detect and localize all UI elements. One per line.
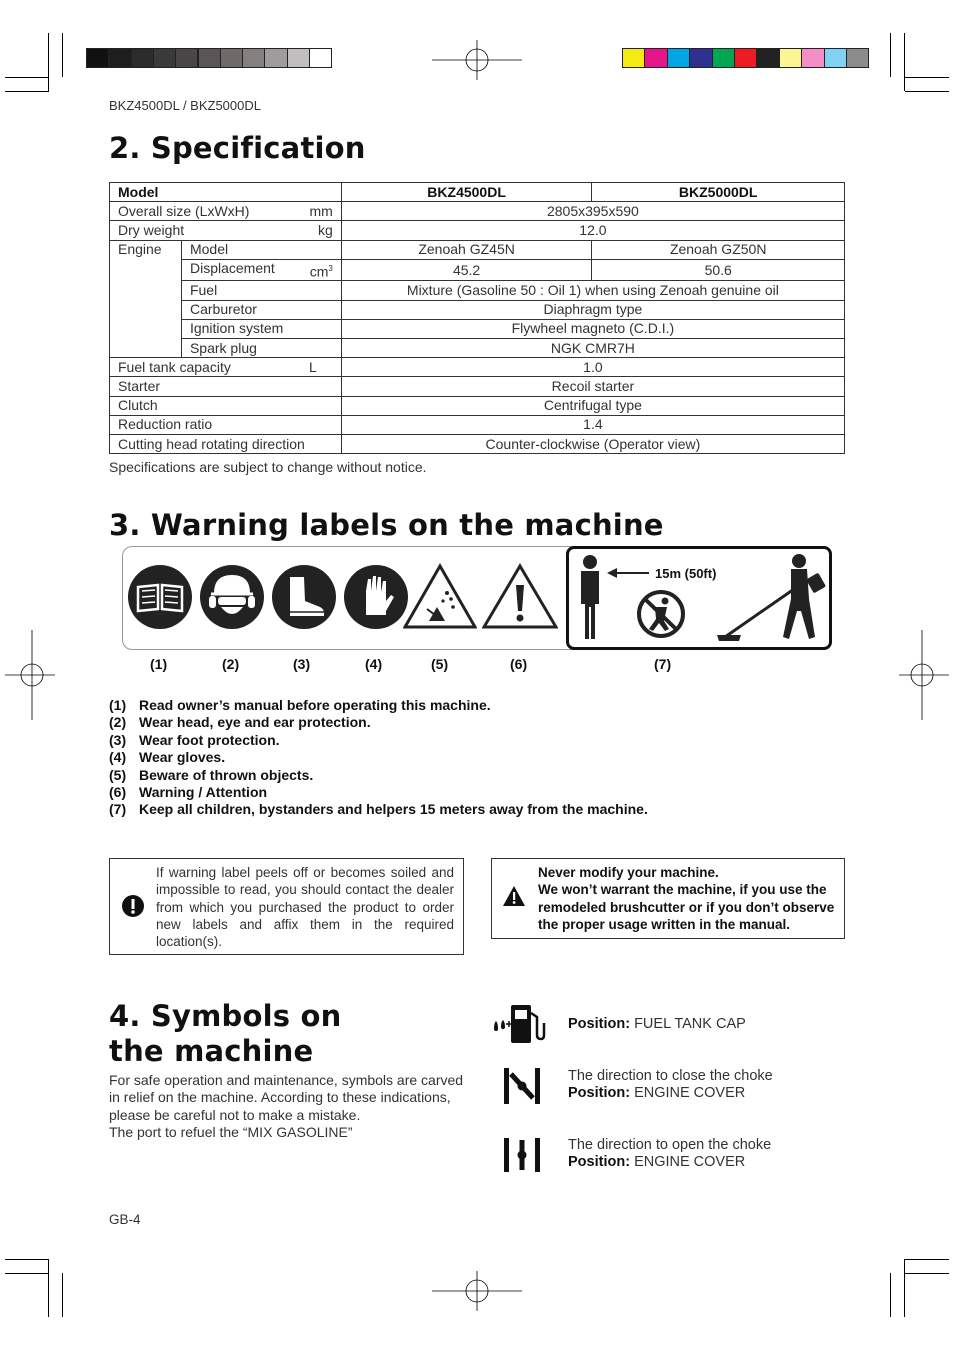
row-label: Starter [110, 377, 342, 396]
row-label: Carburetor [181, 300, 341, 319]
list-item-number: (2) [109, 714, 127, 731]
registration-mark-icon [5, 630, 55, 720]
color-swatch [131, 48, 154, 68]
list-item-text: Wear head, eye and ear protection. [139, 714, 371, 731]
table-row [110, 281, 845, 300]
registration-mark-icon [432, 40, 522, 80]
symbols-paragraph-1: For safe operation and maintenance, symbols are carved in relief on the machine. According to these indications, please be careful not to make a mistake. [109, 1072, 464, 1123]
symbols-description [109, 1072, 464, 1141]
row-unit: kg [318, 221, 333, 238]
specification-title: 2. Specification [109, 131, 366, 165]
row-value: Zenoah GZ50N [592, 240, 845, 259]
position-label: Position: [568, 1085, 631, 1101]
registration-mark-icon [432, 1271, 522, 1311]
table-row [110, 259, 845, 281]
list-item [109, 697, 648, 714]
row-value: Mixture (Gasoline 50 : Oil 1) when using Zenoah genuine oil [341, 281, 844, 300]
row-value: Diaphragm type [341, 300, 844, 319]
row-label: Ignition system [181, 319, 341, 338]
position-value: ENGINE COVER [634, 1154, 746, 1170]
row-unit [310, 260, 333, 281]
symbols-paragraph-2: The port to refuel the “MIX GASOLINE” [109, 1123, 353, 1140]
color-swatch [220, 48, 243, 68]
modification-warning-note [491, 858, 845, 939]
color-swatch [779, 48, 802, 68]
note-left-text: If warning label peels off or becomes soiled and impossible to read, you should contact the dealer from which you purchased the product to order new labels and affix them in the required location(s). [156, 865, 454, 950]
fuel-pump-icon [489, 1003, 547, 1045]
list-item [109, 784, 648, 801]
choke-close-text [568, 1068, 773, 1102]
crop-mark [905, 1259, 949, 1260]
label-number: (1) [150, 656, 168, 672]
list-item-text: Read owner’s manual before operating this machine. [139, 697, 491, 713]
list-item [109, 749, 648, 766]
crop-mark [904, 1259, 905, 1317]
row-label: Reduction ratio [110, 415, 342, 434]
color-swatch [756, 48, 779, 68]
table-header-model: Model [110, 183, 342, 202]
unit-base: cm [309, 263, 329, 280]
row-value: 45.2 [341, 259, 592, 281]
label-number: (3) [293, 656, 311, 672]
thrown-objects-icon [403, 563, 477, 629]
table-row [110, 183, 845, 202]
spec-note: Specifications are subject to change without notice. [109, 459, 427, 475]
list-item-number: (7) [109, 801, 127, 818]
row-value: 1.0 [341, 358, 844, 377]
color-swatch [644, 48, 667, 68]
warning-label-list [109, 697, 648, 819]
choke-open-icon [503, 1136, 541, 1174]
list-item-text: Wear foot protection. [139, 731, 280, 748]
table-header-col2: BKZ5000DL [592, 183, 845, 202]
label-number: (2) [222, 656, 240, 672]
row-label: Model [181, 240, 341, 259]
specification-table [109, 182, 845, 454]
list-item-text: Keep all children, bystanders and helpers 15 meters away from the machine. [139, 801, 648, 818]
crop-mark [5, 1259, 49, 1260]
crop-mark [905, 91, 949, 92]
choke-open-description: The direction to open the choke [568, 1137, 772, 1153]
row-value: Centrifugal type [341, 396, 844, 415]
label-number: (6) [510, 656, 528, 672]
crop-mark [48, 33, 49, 91]
table-row [110, 338, 845, 357]
crop-mark [5, 1273, 49, 1274]
exclamation-icon [122, 895, 144, 917]
row-value: Counter-clockwise (Operator view) [341, 434, 844, 453]
row-value: Zenoah GZ45N [341, 240, 592, 259]
color-swatch [846, 48, 869, 68]
list-item-text: Warning / Attention [139, 784, 268, 801]
warning-labels-title: 3. Warning labels on the machine [109, 508, 664, 542]
engine-label: Engine [110, 240, 182, 358]
list-item-number: (5) [109, 766, 127, 783]
warning-triangle-icon [482, 563, 558, 629]
note-right-line-2: We won’t warrant the machine, if you use the remodeled brushcutter or if you don’t observe the proper usage written in the manual. [538, 882, 835, 932]
row-label [181, 259, 341, 281]
crop-mark [890, 1273, 891, 1317]
row-value: 1.4 [341, 415, 844, 434]
row-value: Recoil starter [341, 377, 844, 396]
row-label [110, 202, 342, 221]
warning-triangle-icon [502, 885, 526, 907]
choke-close-description: The direction to close the choke [568, 1068, 773, 1084]
table-header-col1: BKZ4500DL [341, 183, 592, 202]
list-item-number: (6) [109, 784, 127, 801]
label-number: (5) [431, 656, 449, 672]
color-swatch [622, 48, 645, 68]
label-number: (7) [654, 656, 672, 672]
helmet-icon [200, 565, 264, 629]
row-label-text: Fuel tank capacity [118, 358, 231, 375]
row-label: Fuel [181, 281, 341, 300]
color-swatch [108, 48, 131, 68]
list-item-number: (4) [109, 749, 127, 766]
row-value: 50.6 [592, 259, 845, 281]
crop-mark [62, 1273, 63, 1317]
list-item [109, 732, 648, 749]
choke-close-icon [503, 1066, 541, 1106]
choke-open-position [568, 1154, 771, 1171]
color-swatch [309, 48, 332, 68]
glove-icon [344, 565, 408, 629]
position-value: ENGINE COVER [634, 1085, 746, 1101]
table-row [110, 415, 845, 434]
manual-icon [128, 565, 192, 629]
model-header: BKZ4500DL / BKZ5000DL [109, 98, 261, 113]
table-row [110, 358, 845, 377]
color-swatch [198, 48, 221, 68]
unit-superscript: 3 [328, 263, 333, 273]
crop-mark [5, 91, 49, 92]
row-value: 2805x395x590 [341, 202, 844, 221]
list-item-text: Beware of thrown objects. [139, 766, 314, 783]
color-swatch [175, 48, 198, 68]
note-right-line-1: Never modify your machine. [538, 865, 719, 880]
crop-mark [904, 33, 905, 91]
list-item [109, 767, 648, 784]
row-label: Clutch [110, 396, 342, 415]
registration-mark-icon [899, 630, 949, 720]
color-swatch [801, 48, 824, 68]
symbols-title [109, 999, 341, 1069]
list-item-text: Wear gloves. [139, 749, 226, 766]
color-swatch [86, 48, 109, 68]
crop-mark [48, 1259, 49, 1317]
fuel-symbol-text [568, 1016, 746, 1033]
row-label: Cutting head rotating direction [110, 434, 342, 453]
row-value: Flywheel magneto (C.D.I.) [341, 319, 844, 338]
list-item-number: (3) [109, 731, 127, 748]
label-number: (4) [365, 656, 383, 672]
table-row [110, 202, 845, 221]
color-swatch [689, 48, 712, 68]
table-row [110, 240, 845, 259]
row-label-text: Dry weight [118, 221, 185, 238]
crop-mark [62, 33, 63, 77]
symbols-title-line-1: 4. Symbols on [109, 999, 342, 1033]
bystander-distance-icon [569, 549, 829, 647]
row-label: Spark plug [181, 338, 341, 357]
row-value: NGK CMR7H [341, 338, 844, 357]
color-swatch [287, 48, 310, 68]
page-number: GB-4 [109, 1212, 141, 1227]
color-swatch [667, 48, 690, 68]
table-row [110, 396, 845, 415]
row-unit: L [309, 358, 317, 375]
choke-open-text [568, 1137, 771, 1171]
color-swatch [242, 48, 265, 68]
distance-label: 15m (50ft) [655, 566, 717, 581]
boot-icon [272, 565, 336, 629]
row-label [110, 221, 342, 240]
crop-mark [905, 77, 949, 78]
table-row [110, 221, 845, 240]
label-replacement-note [109, 858, 464, 955]
list-item-number: (1) [109, 697, 127, 713]
table-row [110, 319, 845, 338]
row-label-text: Overall size (LxWxH) [118, 202, 250, 219]
row-label [110, 358, 342, 377]
list-item [109, 714, 648, 731]
crop-mark [890, 33, 891, 77]
color-swatch [734, 48, 757, 68]
row-label-text: Displacement [189, 259, 275, 276]
table-row [110, 377, 845, 396]
color-swatch [264, 48, 287, 68]
crop-mark [905, 1273, 949, 1274]
choke-close-position [568, 1085, 773, 1102]
color-swatch [712, 48, 735, 68]
note-right-text [538, 864, 838, 933]
crop-mark [5, 77, 49, 78]
color-swatch [824, 48, 847, 68]
position-label: Position: [568, 1154, 631, 1170]
row-unit: mm [309, 202, 333, 219]
list-item [109, 801, 648, 818]
table-row [110, 434, 845, 453]
row-value: 12.0 [341, 221, 844, 240]
position-label: Position: [568, 1016, 631, 1032]
symbols-title-line-2: the machine [109, 1034, 314, 1068]
position-value: FUEL TANK CAP [634, 1016, 746, 1032]
table-row [110, 300, 845, 319]
color-swatch [153, 48, 176, 68]
